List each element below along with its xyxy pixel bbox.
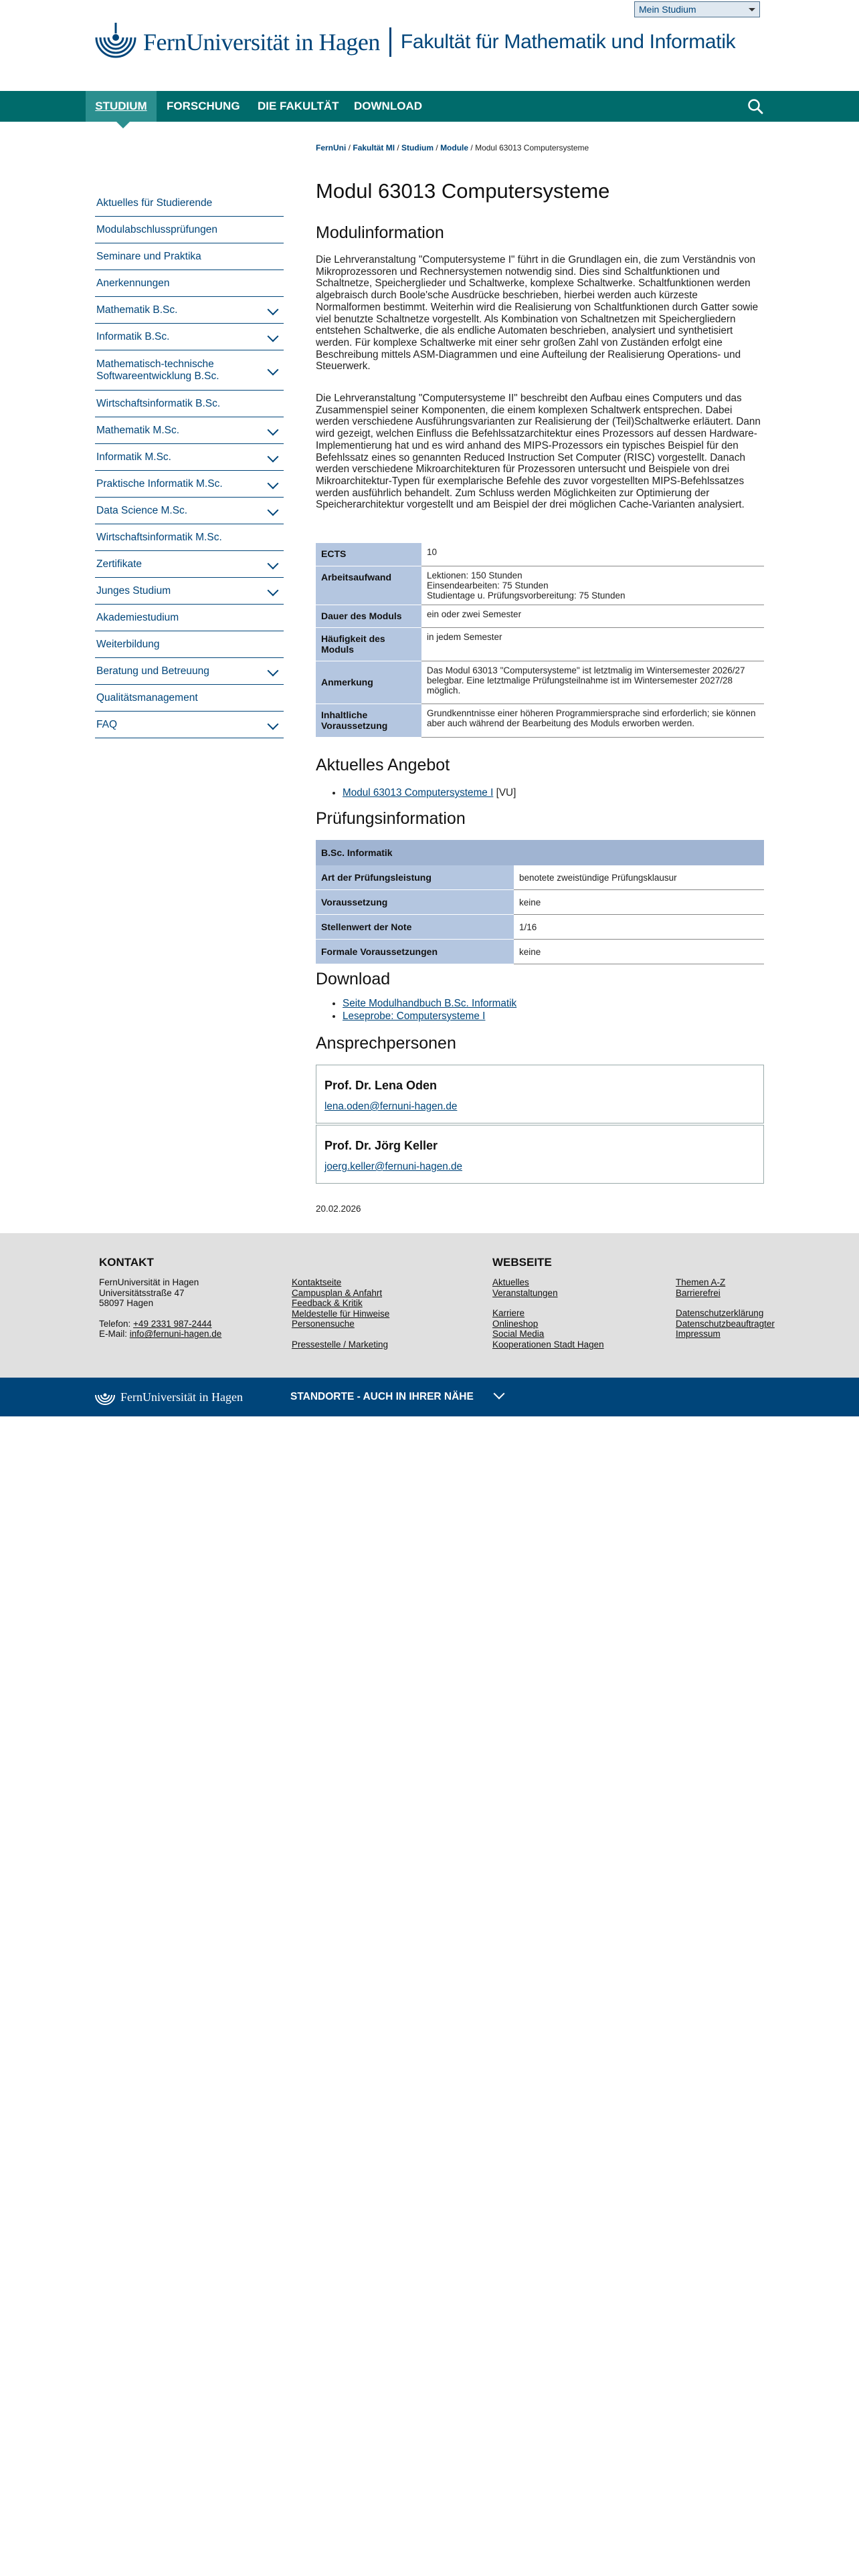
sidebar-item[interactable] [95, 471, 284, 498]
table-value-line: in jedem Semester [427, 631, 502, 642]
table-key: ECTS [316, 543, 421, 566]
table-row [316, 704, 764, 737]
list-item [343, 997, 516, 1010]
table-key: Häufigkeit des Moduls [316, 627, 421, 661]
contact-email-link[interactable]: lena.oden@fernuni-hagen.de [324, 1101, 458, 1112]
table-value-line: 10 [427, 547, 438, 557]
table-key: Anmerkung [316, 661, 421, 704]
sidebar-navigation [95, 190, 284, 738]
logo-faculty-name: Fakultät für Mathematik und Informatik [400, 31, 736, 53]
sidebar-item-label: Data Science M.Sc. [96, 504, 188, 516]
footer-heading-kontakt: KONTAKT [99, 1256, 154, 1269]
footer-link[interactable]: Personensuche [292, 1319, 355, 1329]
sidebar-item[interactable] [95, 350, 284, 391]
footer-link[interactable]: Kooperationen Stadt Hagen [492, 1339, 604, 1350]
download-list [325, 997, 516, 1023]
sidebar-item[interactable] [95, 712, 284, 738]
footer-links-column-2 [292, 1277, 389, 1350]
nav-item-die-fakultaet[interactable]: DIE FAKULTÄT [258, 100, 339, 112]
footer-link[interactable]: Veranstaltungen [492, 1287, 558, 1298]
sidebar-item-label: Mathematik M.Sc. [96, 424, 180, 436]
breadcrumb-current: Modul 63013 Computersysteme [475, 143, 589, 152]
table-key: Art der Prüfungsleistung [316, 865, 514, 890]
contact-name: Prof. Dr. Jörg Keller [324, 1139, 438, 1152]
sidebar-item[interactable] [95, 444, 284, 471]
sidebar-item[interactable] [95, 524, 284, 551]
sidebar-item[interactable] [95, 417, 284, 444]
chevron-down-icon[interactable] [268, 364, 279, 375]
sidebar-item-label: Zertifikate [96, 558, 142, 570]
spacer [99, 1309, 221, 1319]
logo-university-name: FernUniversität in Hagen [143, 29, 380, 56]
spacer [492, 1298, 604, 1308]
chevron-down-icon[interactable] [268, 718, 279, 730]
table-key: Stellenwert der Note [316, 915, 514, 940]
nav-item-download[interactable]: DOWNLOAD [354, 100, 422, 112]
site-footer [0, 1233, 859, 1378]
table-row [316, 915, 764, 940]
sidebar-item[interactable] [95, 605, 284, 631]
chevron-down-icon[interactable] [268, 304, 279, 315]
breadcrumb-separator: / [395, 143, 402, 152]
sidebar-item-label: Wirtschaftsinformatik B.Sc. [96, 397, 221, 409]
sidebar-item[interactable] [95, 578, 284, 605]
address-line: Universitätsstraße 47 [99, 1287, 185, 1298]
main-navigation [0, 91, 859, 122]
nav-item-studium[interactable]: STUDIUM [86, 91, 157, 122]
footer-link[interactable]: Feedback & Kritik [292, 1298, 363, 1309]
exam-table-header: B.Sc. Informatik [316, 840, 764, 865]
sidebar-item[interactable] [95, 297, 284, 324]
sidebar-item-label: Mathematisch-technische Softwareentwicklung B.Sc. [96, 358, 219, 382]
mein-studium-select[interactable] [634, 1, 760, 17]
breadcrumb-separator: / [434, 143, 441, 152]
site-header [0, 0, 859, 91]
angebot-list [325, 786, 516, 799]
sidebar-item-label: Akademiestudium [96, 611, 179, 623]
sidebar-item[interactable] [95, 217, 284, 243]
footer-links-column-4 [676, 1277, 775, 1339]
footer-link[interactable]: Onlineshop [492, 1318, 539, 1329]
breadcrumb-link-studium[interactable]: Studium [401, 143, 434, 152]
table-value-line: ein oder zwei Semester [427, 609, 522, 619]
table-value [421, 605, 764, 627]
sidebar-item[interactable] [95, 324, 284, 350]
bottom-logo[interactable] [94, 1386, 243, 1408]
table-value-line: Grundkenntnisse einer höheren Programmiersprache sind erforderlich; sie können aber auch während der Bearbeitung des Moduls erworben werden. [427, 708, 756, 728]
sidebar-item-label: Modulabschlussprüfungen [96, 223, 217, 235]
section-heading-pruefungsinformation: Prüfungsinformation [316, 809, 466, 828]
table-row [316, 627, 764, 661]
list-item [343, 1010, 516, 1023]
contact-email-link[interactable]: joerg.keller@fernuni-hagen.de [324, 1161, 463, 1172]
table-row [316, 566, 764, 605]
angebot-link[interactable]: Modul 63013 Computersysteme I [343, 787, 494, 798]
table-value-line: Lektionen: 150 Stunden [427, 570, 522, 580]
sidebar-item-label: FAQ [96, 718, 118, 730]
chevron-down-icon[interactable] [268, 504, 279, 516]
download-link-leseprobe[interactable]: Leseprobe: Computersysteme I [343, 1010, 486, 1022]
contact-card [316, 1065, 764, 1123]
footer-link[interactable]: Barrierefrei [676, 1287, 721, 1298]
table-value: keine [514, 940, 764, 964]
sidebar-item-label: Informatik M.Sc. [96, 451, 171, 463]
address-line: 58097 Hagen [99, 1298, 154, 1309]
footer-email-label: E-Mail: [99, 1329, 130, 1339]
section-heading-aktuelles-angebot: Aktuelles Angebot [316, 756, 450, 774]
footer-links-column-3 [492, 1277, 604, 1350]
table-row [316, 865, 764, 890]
bottom-bar [0, 1378, 859, 1416]
module-description-part-2: Die Lehrveranstaltung "Computersysteme II" beschreibt den Aufbau eines Computers und das Zusammenspiel seiner Komponenten, die einem komplexen Schaltwerk entsprechen. Dabei werden verschiedene Ausführungsvarianten zur Realisierung der (Teil)Schaltwerke erläutert. Dann wird gezeigt, welchen Einfluss die Befehlssatzarchitektur eines Prozessors auf dessen Hardware-Implementierung hat und es wird anhand des MIPS-Prozessors ein typisches Beispiel für den Befehlssatz eines so genannten Reduced Instruction Set Computer (RISC) vorgestellt. Danach werden verschiedene Mikroarchitekturen für Prozessoren untersucht und Beispiele von drei Mikroarchitektur-Typen für exemplarische Befehle des zuvor vorgestellten MIPS-Befehlssatzes werden ausführlich behandelt. Zum Schluss werden Möglichkeiten zur Optimierung der Speicherarchitektur vorgestellt und am Beispiel der drei möglichen Cache-Varianten analysiert. [316, 393, 761, 511]
sidebar-item-label: Praktische Informatik M.Sc. [96, 477, 223, 490]
sidebar-item-label: Anerkennungen [96, 277, 170, 289]
table-key: Formale Voraussetzungen [316, 940, 514, 964]
list-item [343, 786, 516, 799]
sidebar-item[interactable] [95, 631, 284, 658]
table-value-line: Das Modul 63013 "Computersysteme" ist letztmalig im Wintersemester 2026/27 belegbar. Eine letztmalige Prüfungsteilnahme ist im Wintersemester 2027/28 möglich. [427, 665, 745, 695]
breadcrumb-link-fernuni[interactable]: FernUni [316, 143, 347, 152]
footer-link[interactable]: Karriere [492, 1308, 525, 1319]
module-description-part-1: Die Lehrveranstaltung "Computersysteme I" führt in die Grundlagen ein, die zum Verständnis von Mikroprozessoren und Rechnersystemen notwendig sind. Dies sind Schaltfunktionen und Schaltnetze, Speicherglieder und Schaltwerke, komplexe Schaltwerke. Schaltfunktionen werden algebraisch durch Boole'sche Ausdrücke beschrieben, hierbei werden auch kürzeste Normalformen bestimmt. Weiterhin wird die Realisierung von Schaltfunktionen durch Gatter sowie viel benutzte Schaltnetze vorgestellt. Als Kombination von Schaltnetzen mit Speichergliedern entstehen Schaltwerke, die als endliche Automaten beschrieben, analysiert und synthetisiert werden. Für komplexe Schaltwerke mit einer sehr großen Zahl von Zuständen erfolgt eine Beschreibung mittels ASM-Diagrammen und eine Aufteilung der Realisierung Operations- und Steuerwerk. [316, 254, 759, 372]
table-value [421, 566, 764, 605]
chevron-down-icon[interactable] [268, 477, 279, 489]
address-line: FernUniversität in Hagen [99, 1277, 199, 1287]
sidebar-item[interactable] [95, 685, 284, 712]
chevron-down-icon[interactable] [268, 558, 279, 569]
footer-link[interactable]: Datenschutzerklärung [676, 1308, 764, 1319]
mein-studium-select-value: Mein Studium [639, 4, 696, 15]
table-value [421, 627, 764, 661]
sidebar-item[interactable] [95, 551, 284, 578]
table-value [421, 704, 764, 737]
table-row [316, 543, 764, 566]
table-value: 1/16 [514, 915, 764, 940]
fernuni-logo-icon [94, 1386, 116, 1408]
table-row [316, 661, 764, 704]
table-row [316, 605, 764, 627]
footer-link[interactable]: Social Media [492, 1329, 545, 1339]
footer-heading-webseite: WEBSEITE [492, 1256, 552, 1269]
table-header-row [316, 840, 764, 865]
contact-name: Prof. Dr. Lena Oden [324, 1079, 438, 1092]
nav-active-indicator [116, 122, 130, 128]
spacer [292, 1329, 389, 1339]
sidebar-item-label: Junges Studium [96, 584, 171, 597]
section-heading-download: Download [316, 970, 391, 988]
breadcrumb-link-fakultaet[interactable]: Fakultät MI [353, 143, 395, 152]
breadcrumb-link-module[interactable]: Module [440, 143, 469, 152]
footer-link[interactable]: Datenschutzbeauftragter [676, 1318, 775, 1329]
footer-link[interactable]: Pressestelle / Marketing [292, 1339, 389, 1350]
sidebar-item-label: Aktuelles für Studierende [96, 197, 213, 209]
search-icon[interactable] [747, 98, 764, 115]
sidebar-item[interactable] [95, 270, 284, 297]
table-value-line: Einsendearbeiten: 75 Stunden [427, 580, 549, 591]
page-title: Modul 63013 Computersysteme [316, 179, 610, 203]
last-updated-date: 20.02.2026 [316, 1204, 361, 1214]
footer-link[interactable]: Campusplan & Anfahrt [292, 1287, 383, 1298]
sidebar-item-label: Wirtschaftsinformatik M.Sc. [96, 531, 222, 543]
nav-item-forschung[interactable]: FORSCHUNG [167, 100, 240, 112]
sidebar-item[interactable] [95, 658, 284, 685]
contact-card [316, 1125, 764, 1184]
breadcrumb-separator: / [346, 143, 353, 152]
footer-link[interactable]: Themen A-Z [676, 1277, 726, 1287]
chevron-down-icon[interactable] [268, 665, 279, 676]
footer-phone-label: Telefon: [99, 1318, 134, 1329]
table-key: Arbeitsaufwand [316, 566, 421, 605]
table-key: Inhaltliche Voraussetzung [316, 704, 421, 737]
chevron-down-icon[interactable] [494, 1388, 505, 1400]
table-key: Dauer des Moduls [316, 605, 421, 627]
table-value-line: Studientage u. Prüfungsvorbereitung: 75 Stunden [427, 590, 626, 601]
sidebar-item[interactable] [95, 243, 284, 270]
angebot-suffix: [VU] [493, 787, 516, 798]
logo-divider [389, 27, 391, 57]
footer-phone-link[interactable]: +49 2331 987-2444 [133, 1318, 212, 1329]
sidebar-item-label: Mathematik B.Sc. [96, 304, 178, 316]
section-heading-modulinformation: Modulinformation [316, 223, 444, 242]
footer-phone [99, 1319, 221, 1329]
table-row [316, 890, 764, 915]
university-logo[interactable] [92, 19, 735, 66]
table-value [421, 543, 764, 566]
breadcrumb-separator: / [468, 143, 476, 152]
download-link-modulhandbuch[interactable]: Seite Modulhandbuch B.Sc. Informatik [343, 998, 517, 1009]
fernuni-logo-icon [92, 19, 139, 66]
bottom-logo-text: FernUniversität in Hagen [120, 1390, 243, 1404]
chevron-down-icon[interactable] [268, 584, 279, 596]
standorte-toggle[interactable]: STANDORTE - AUCH IN IHRER NÄHE [290, 1391, 474, 1402]
chevron-down-icon[interactable] [268, 424, 279, 435]
footer-link[interactable]: Meldestelle für Hinweise [292, 1308, 390, 1319]
exam-info-table [316, 840, 764, 964]
sidebar-item-label: Beratung und Betreuung [96, 665, 209, 677]
sidebar-item[interactable] [95, 498, 284, 524]
spacer [676, 1298, 775, 1308]
sidebar-item-label: Seminare und Praktika [96, 250, 201, 262]
footer-link[interactable]: Impressum [676, 1329, 721, 1339]
sidebar-item-label: Weiterbildung [96, 638, 160, 650]
table-key: Voraussetzung [316, 890, 514, 915]
chevron-down-icon[interactable] [268, 330, 279, 342]
sidebar-item-label: Informatik B.Sc. [96, 330, 170, 342]
table-row [316, 940, 764, 964]
sidebar-item[interactable] [95, 391, 284, 417]
footer-link[interactable]: Aktuelles [492, 1277, 529, 1287]
section-heading-ansprechpersonen: Ansprechpersonen [316, 1034, 456, 1053]
breadcrumb [316, 143, 589, 152]
table-value: benotete zweistündige Prüfungsklausur [514, 865, 764, 890]
footer-email [99, 1329, 221, 1339]
footer-email-link[interactable]: info@fernuni-hagen.de [129, 1329, 222, 1339]
sidebar-item-label: Qualitätsmanagement [96, 691, 198, 704]
module-info-table [316, 543, 764, 738]
footer-address [99, 1277, 221, 1339]
footer-link[interactable]: Kontaktseite [292, 1277, 342, 1287]
table-value [421, 661, 764, 704]
chevron-down-icon[interactable] [268, 451, 279, 462]
sidebar-item[interactable] [95, 190, 284, 217]
chevron-down-icon [749, 8, 755, 11]
table-value: keine [514, 890, 764, 915]
